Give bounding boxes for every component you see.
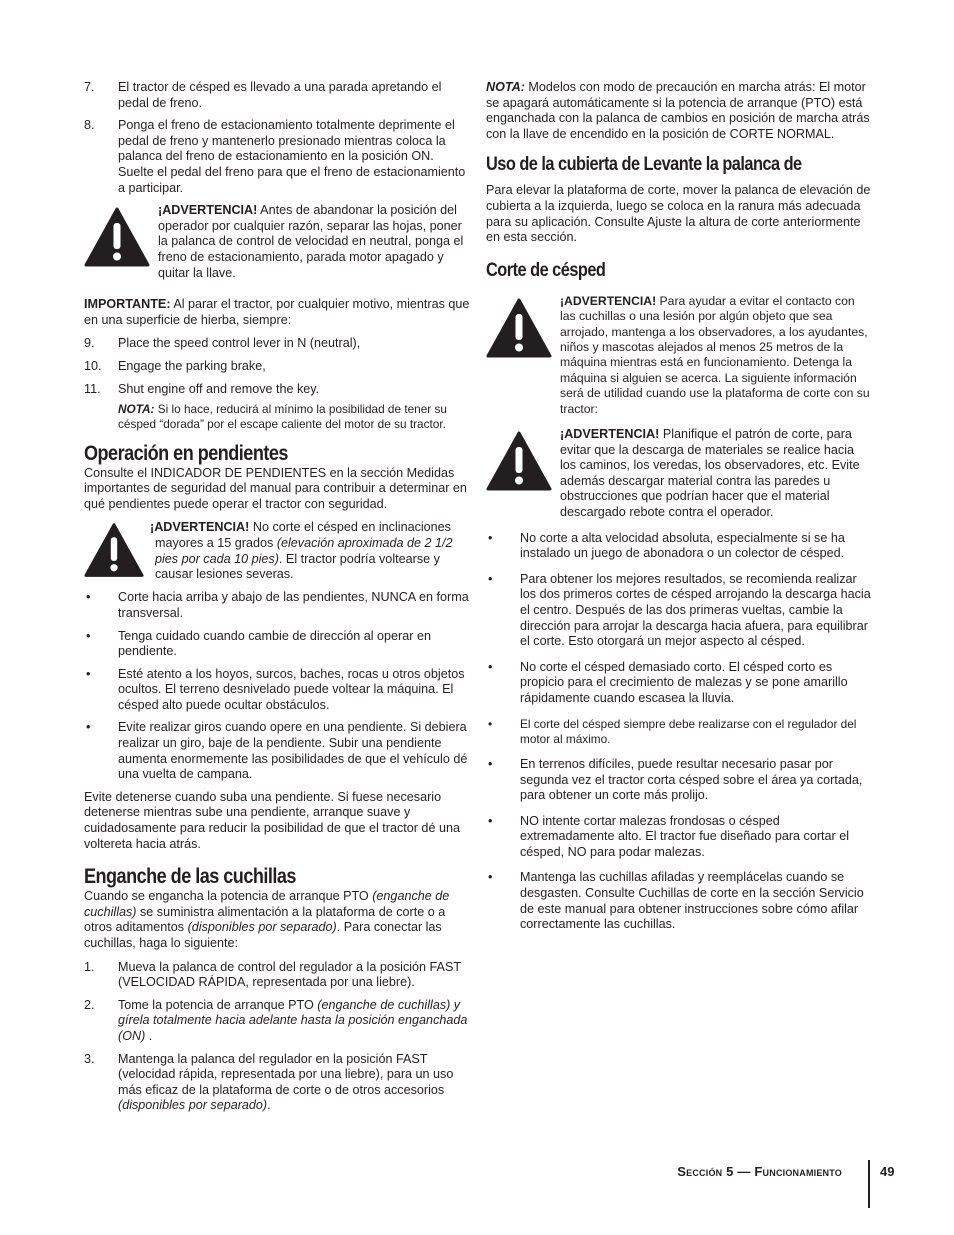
warning-text: ¡ADVERTENCIA! Para ayudar a evitar el contacto con las cuchillas o una lesión por algún objeto que sea arrojado, mantenga a los observadores, a los ayudantes, niños y mascotas alejados al menos 25 metros de la máquina mientras está en funcionamiento. Detenga la máquina si alguien se acerca. La siguiente información será de utilidad cuando use la plataforma de corte con su tractor: [560,293,870,416]
list-item: • En terrenos difíciles, puede resultar necesario pasar por segunda vez el tractor corta césped sobre el área ya cortada, para obtener un corte más prolijo. [488,756,863,803]
paragraph: Consulte el INDICADOR DE PENDIENTES en la sección Medidas importantes de seguridad del manual para contribuir a determinar en qué pendientes puede operar el tractor con seguridad. [84,465,467,511]
paragraph: Cuando se engancha la potencia de arranque PTO (enganche de cuchillas) se suministra alimentación a la plataforma de corte o a otros aditamentos (disponibles por separado). Para conectar las cuchillas, haga lo siguiente: [84,889,450,950]
list-item: 3. Mantenga la palanca del regulador en la posición FAST (velocidad rápida, representada por una liebre), para un uso más eficaz de la plataforma de corte o de otros accesorios (disponibles por separado). [84,1051,454,1113]
list-item: 7. El tractor de césped es llevado a una parada apretando el pedal de freno. [84,80,442,110]
left-column [84,80,470,1121]
list-item: 8. Ponga el freno de estacionamiento totalmente deprimente el pedal de freno y mantenerlo presionado mientras coloca la palanca del freno de estacionamiento en la posición ON. Suelte el pedal del freno para que el freno de estacionamiento a participar. [84,118,466,195]
list-item: 2. Tome la potencia de arranque PTO (enganche de cuchillas) y gírela totalmente hacia adelante hasta la posición enganchada (ON) . [84,997,468,1043]
list-item: • Evite realizar giros cuando opere en una pendiente. Si debiera realizar un giro, baje de la pendiente. Subir una pendiente aumenta enormemente las posibilidades de que el vehículo dé una vuelta de campana. [86,720,468,782]
list-item: 11. Shut engine off and remove the key. [84,381,320,396]
list-item: • Corte hacia arriba y abajo de las pendientes, NUNCA en forma transversal. [86,590,469,620]
paragraph: Para elevar la plataforma de corte, mover la palanca de elevación de cubierta a la izquierda, luego se coloca en la ranura más adecuada para su aplicación. Consulte Ajuste la altura de corte anteriormente en esta sección. [486,183,871,245]
section-heading: Uso de la cubierta de Levante la palanca de [486,154,802,176]
page-number: 49 [880,1164,895,1179]
section-heading: Corte de césped [486,259,606,281]
warning-triangle-icon [486,431,552,491]
warning-block [84,203,470,287]
warning-triangle-icon [84,207,150,267]
list-item: • No corte a alta velocidad absoluta, especialmente si se ha instalado un juego de abonadora o un colector de césped. [488,530,845,561]
list-item: • No corte el césped demasiado corto. El césped corto es propicio para el crecimiento de malezas y se pone amarillo rápidamente cuando escasea la lluvia. [488,659,848,705]
warning-block [84,520,470,584]
list-item: 1. Mueva la palanca de control del regulador a la posición FAST (VELOCIDAD RÁPIDA, representada por una liebre). [84,959,461,990]
list-item: • Para obtener los mejores resultados, se recomienda realizar los dos primeros cortes de césped arrojando la descarga hacia el centro. Después de las dos primeras vueltas, cambie la dirección para arrojar la descarga hacia afuera, para equilibrar el corte. Esto otorgará un mejor aspecto al césped. [488,571,871,649]
note-paragraph: NOTA: Si lo hace, reducirá al mínimo la posibilidad de tener su césped “dorada” por el escape caliente del motor de su tractor. [118,402,447,432]
list-item: • Mantenga las cuchillas afiladas y reemplácelas cuando se desgasten. Consulte Cuchillas de corte en la sección Servicio de este manual para obtener instrucciones sobre cómo afilar correctamente las cuchillas. [488,870,864,932]
list-item: • Tenga cuidado cuando cambie de dirección al operar en pendiente. [86,628,431,659]
important-paragraph: IMPORTANTE: Al parar el tractor, por cualquier motivo, mientras que en una superficie de hierba, siempre: [84,297,470,327]
list-item: • El corte del césped siempre debe realizarse con el regulador del motor al máximo. [488,716,857,746]
list-item: 10. Engage the parking brake, [84,358,266,373]
paragraph: Evite detenerse cuando suba una pendiente. Si fuese necesario detenerse mientras sube una pendiente, arranque suave y cuidadosamente para reducir la posibilidad de que el tractor dé una voltereta hacia atrás. [84,789,460,851]
footer-section-label: Sección 5 — Funcionamiento [677,1164,842,1179]
section-heading: Enganche de las cuchillas [84,865,296,889]
note-paragraph: NOTA: Modelos con modo de precaución en marcha atrás: El motor se apagará automáticamente si la potencia de arranque (PTO) está enganchada con la palanca de cambios en posición de marcha atrás con la llave de encendido en la posición de CORTE NORMAL. [486,80,870,141]
warning-text: ¡ADVERTENCIA! No corte el césped en inclinaciones mayores a 15 grados (elevación aproximada de 2 1/2 pies por cada 10 pies). El tractor podría voltearse y causar lesiones severas. [150,520,453,582]
right-column [486,80,872,940]
list-item: • NO intente cortar malezas frondosas o césped extremadamente alto. El tractor fue diseñado para cortar el césped, NO para podar malezas. [488,813,850,859]
warning-block [486,294,872,417]
warning-triangle-icon [84,522,144,578]
warning-text: ¡ADVERTENCIA! Antes de abandonar la posición del operador por cualquier razón, separar las hojas, poner la palanca de control de velocidad en neutral, ponga el freno de estacionamiento, parada motor apagado y quitar la llave. [158,203,464,280]
list-item: • Esté atento a los hoyos, surcos, baches, rocas u otros objetos ocultos. El terreno desnivelado puede voltear la máquina. El césped alto puede ocultar obstáculos. [86,666,465,712]
warning-triangle-icon [486,298,552,358]
warning-text: ¡ADVERTENCIA! Planifique el patrón de corte, para evitar que la descarga de materiales se realice hacia los caminos, los veredas, los observadores, etc. Evite además descargar material contra las paredes u obstrucciones que podrían hacer que el material descargado rebote contra el operador. [560,427,860,519]
section-heading: Operación en pendientes [84,441,288,465]
warning-block [486,427,872,521]
list-item: 9. Place the speed control lever in N (neutral), [84,336,361,351]
footer-divider [868,1160,870,1208]
